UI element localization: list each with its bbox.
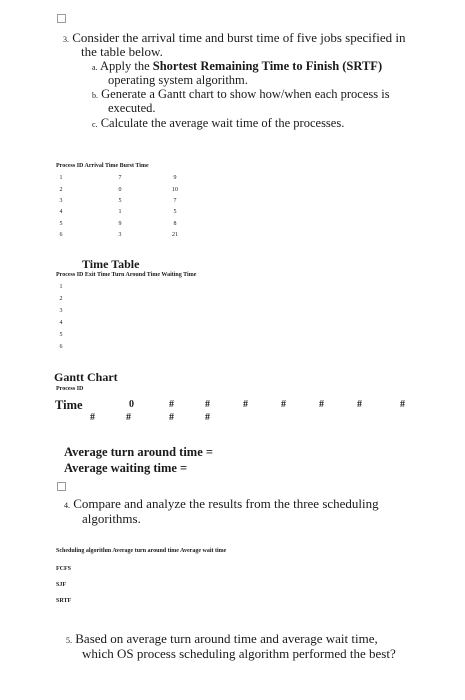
process-id-cell: 1 (59, 284, 63, 290)
question-number: 3. (63, 35, 69, 44)
sub-item-text: Calculate the average wait time of the processes. (100, 116, 345, 130)
gantt-time-label: Time (55, 398, 83, 412)
sub-item-text: Apply the (100, 59, 153, 73)
sub-item-text: Generate a Gantt chart to show how/when each process is (101, 87, 390, 101)
arrival-time-cell: 9 (118, 221, 122, 227)
process-id-cell: 4 (59, 320, 63, 326)
gantt-time-mark: # (357, 399, 362, 410)
comparison-table-header: Scheduling algorithm Average turn around time Average wait time (56, 548, 227, 554)
gantt-time-mark: # (205, 412, 210, 423)
arrival-time-cell: 5 (118, 198, 122, 204)
gantt-time-mark: # (90, 412, 95, 423)
process-id-cell: 5 (59, 221, 63, 227)
process-id-cell: 4 (59, 209, 63, 215)
gantt-time-mark: # (243, 399, 248, 410)
question-number: 4. (64, 501, 70, 510)
gantt-time-mark: # (205, 399, 210, 410)
process-id-cell: 3 (59, 308, 63, 314)
table-row: SJF (56, 582, 67, 588)
process-id-cell: 5 (59, 332, 63, 338)
process-id-cell: 2 (59, 296, 63, 302)
average-turnaround-label: Average turn around time = (64, 445, 214, 459)
burst-time-cell: 21 (172, 232, 178, 238)
gantt-time-mark: # (169, 399, 174, 410)
sub-item-letter: c. (92, 120, 98, 129)
arrival-time-cell: 3 (118, 232, 122, 238)
table-row: FCFS (56, 566, 71, 572)
sub-item-text: operating system algorithm. (108, 73, 248, 87)
gantt-time-mark: 0 (129, 399, 134, 410)
gantt-time-mark: # (281, 399, 286, 410)
burst-time-cell: 7 (173, 198, 177, 204)
arrival-time-cell: 0 (118, 187, 122, 193)
process-id-cell: 2 (59, 187, 63, 193)
checkbox[interactable] (57, 482, 66, 491)
arrival-time-cell: 1 (118, 209, 122, 215)
gantt-time-mark: # (169, 412, 174, 423)
question-text-line: which OS process scheduling algorithm performed the best? (82, 646, 396, 661)
question-text-line: Based on average turn around time and average wait time, (75, 631, 378, 646)
process-id-cell: 1 (59, 175, 63, 181)
gantt-process-label: Process ID (56, 386, 84, 392)
arrival-time-cell: 7 (118, 175, 122, 181)
burst-time-cell: 9 (173, 175, 177, 181)
burst-time-cell: 8 (173, 221, 177, 227)
sub-item-letter: a. (92, 63, 98, 72)
question-text-line: Compare and analyze the results from the three scheduling (73, 496, 379, 511)
checkbox[interactable] (57, 14, 66, 23)
question-text-line: the table below. (81, 44, 163, 59)
sub-item-text: executed. (108, 101, 156, 115)
srtf-bold-text: Shortest Remaining Time to Finish (SRTF) (152, 59, 383, 73)
process-id-cell: 3 (59, 198, 63, 204)
question-text-line: algorithms. (82, 511, 141, 526)
sub-item-c (92, 116, 344, 132)
table-row: SRTF (56, 598, 72, 604)
time-table-header: Process ID Exit Time Turn Around Time Waiting Time (56, 272, 197, 278)
gantt-chart-title: Gantt Chart (54, 370, 118, 384)
process-table-header: Process ID Arrival Time Burst Time (56, 163, 149, 169)
question-text-line: Consider the arrival time and burst time of five jobs specified in (72, 30, 406, 45)
burst-time-cell: 10 (172, 187, 178, 193)
gantt-time-mark: # (319, 399, 324, 410)
average-waiting-label: Average waiting time = (64, 461, 188, 475)
gantt-time-mark: # (400, 399, 405, 410)
sub-item-letter: b. (92, 91, 98, 100)
question-number: 5. (66, 636, 72, 645)
time-table-title: Time Table (82, 257, 140, 271)
process-id-cell: 6 (59, 232, 63, 238)
burst-time-cell: 5 (173, 209, 177, 215)
process-id-cell: 6 (59, 344, 63, 350)
gantt-time-mark: # (126, 412, 131, 423)
